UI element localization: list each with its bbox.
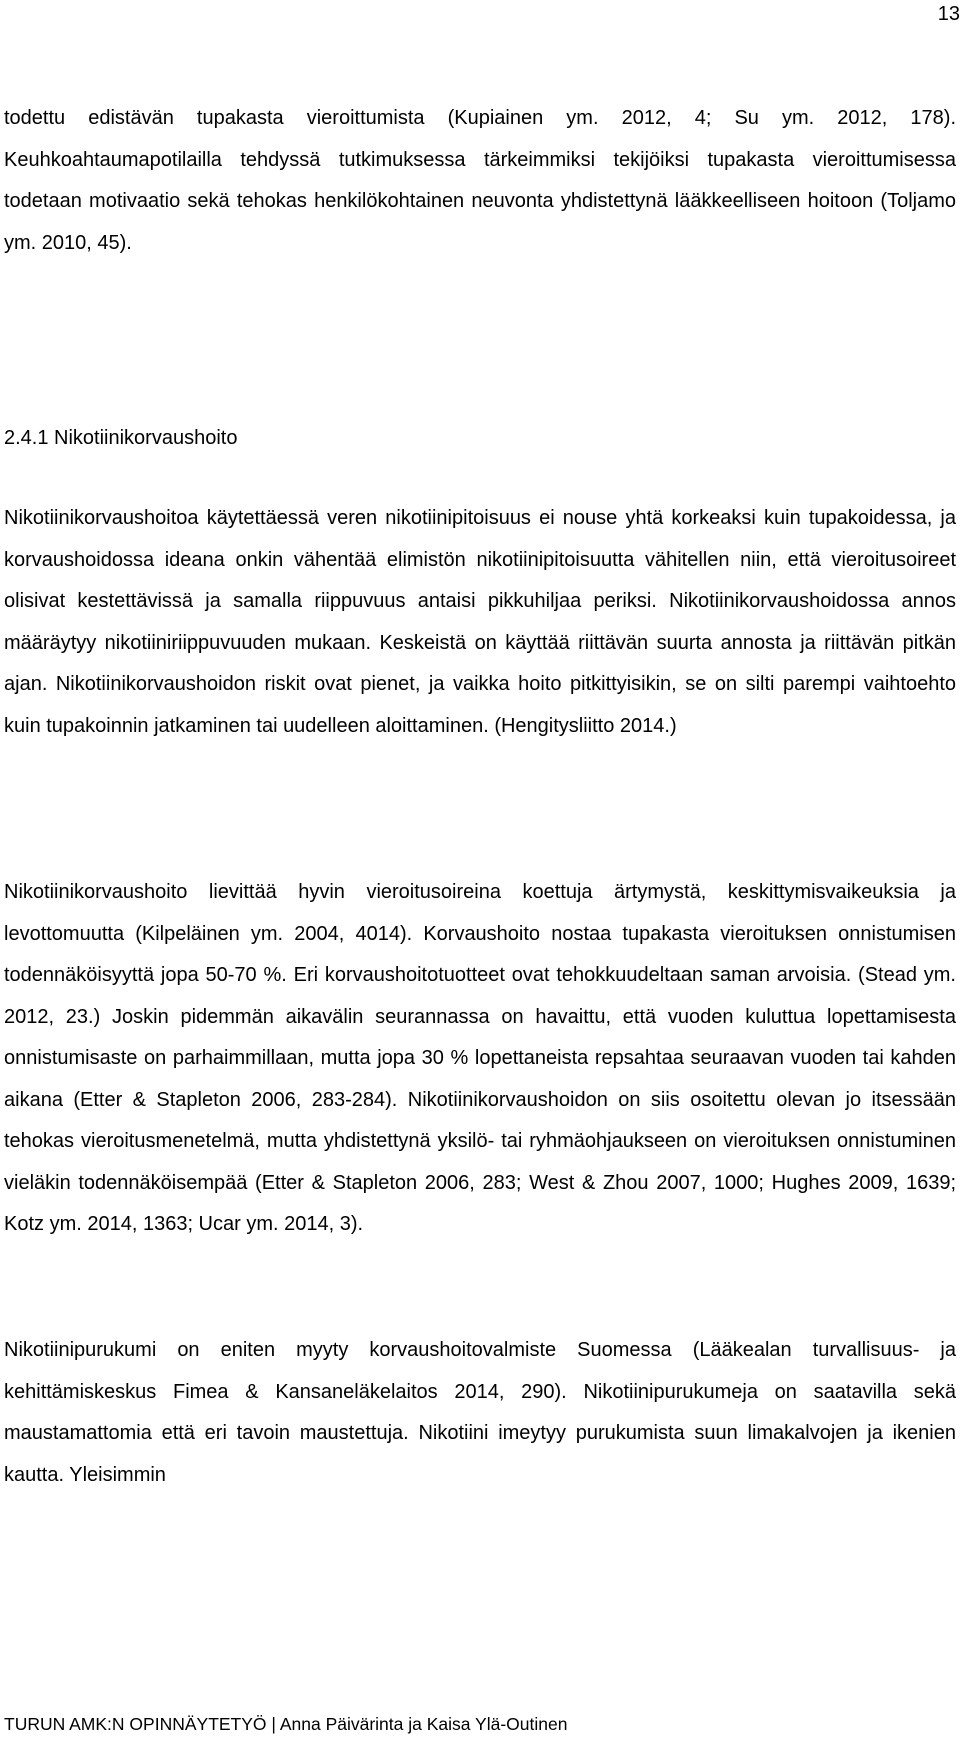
section-heading: 2.4.1 Nikotiinikorvaushoito [4,427,238,449]
paragraph-3-block [4,1330,956,1496]
intro-paragraph: todettu edistävän tupakasta vieroittumista (Kupiainen ym. 2012, 4; Su ym. 2012, 178). Keuhkoahtaumapotilailla tehdyssä tutkimuksessa tärkeimmiksi tekijöiksi tupakasta vieroittumisessa todetaan motivaatio sekä tehokas henkilökohtainen neuvonta yhdistettynä lääkkeelliseen hoitoon (Toljamo ym. 2010, 45). [4,107,956,254]
intro-paragraph-block [4,98,956,264]
page-number: 13 [937,3,960,25]
body-paragraph: Nikotiinikorvaushoitoa käytettäessä veren nikotiinipitoisuus ei nouse yhtä korkeaksi kuin tupakoidessa, ja korvaushoidossa ideana onkin vähentää elimistön nikotiinipitoisuutta vähitellen niin, että vieroitusoireet olisivat kestettävissä ja samalla riippuvuus antaisi pikkuhiljaa periksi. Nikotiinikorvaushoidossa annos määräytyy nikotiiniriippuvuuden mukaan. Keskeistä on käyttää riittävän suurta annosta ja riittävän pitkän ajan. Nikotiinikorvaushoidon riskit ovat pienet, ja vaikka hoito pitkittyisikin, se on silti parempi vaihtoehto kuin tupakoinnin jatkaminen tai uudelleen aloittaminen. (Hengitysliitto 2014.) [4,507,956,737]
body-paragraph: Nikotiinikorvaushoito lievittää hyvin vieroitusoireina koettuja ärtymystä, keskittymisvaikeuksia ja levottomuutta (Kilpeläinen ym. 2004, 4014). Korvaushoito nostaa tupakasta vieroituksen onnistumisen todennäköisyyttä jopa 50-70 %. Eri korvaushoitotuotteet ovat tehokkuudeltaan saman arvoisia. (Stead ym. 2012, 23.) Joskin pidemmän aikavälin seurannassa on havaittu, että vuoden kuluttua lopettamisesta onnistumisaste on parhaimmillaan, mutta jopa 30 % lopettaneista repsahtaa seuraavan vuoden tai kahden aikana (Etter & Stapleton 2006, 283-284). Nikotiinikorvaushoidon on siis osoitettu olevan jo itsessään tehokas vieroitusmenetelmä, mutta yhdistettynä yksilö- tai ryhmäohjaukseen on vieroituksen onnistuminen vieläkin todennäköisempää (Etter & Stapleton 2006, 283; West & Zhou 2007, 1000; Hughes 2009, 1639; Kotz ym. 2014, 1363; Ucar ym. 2014, 3). [4,881,956,1235]
paragraph-1-block [4,498,956,747]
body-paragraph: Nikotiinipurukumi on eniten myyty korvaushoitovalmiste Suomessa (Lääkealan turvallisuus- ja kehittämiskeskus Fimea & Kansaneläkelaitos 2014, 290). Nikotiinipurukumeja on saatavilla sekä maustamattomia että eri tavoin maustettuja. Nikotiini imeytyy purukumista suun limakalvojen ja ikenien kautta. Yleisimmin [4,1339,956,1486]
page-footer: TURUN AMK:N OPINNÄYTETYÖ | Anna Päivärinta ja Kaisa Ylä-Outinen [4,1714,568,1734]
paragraph-2-block [4,872,956,1246]
